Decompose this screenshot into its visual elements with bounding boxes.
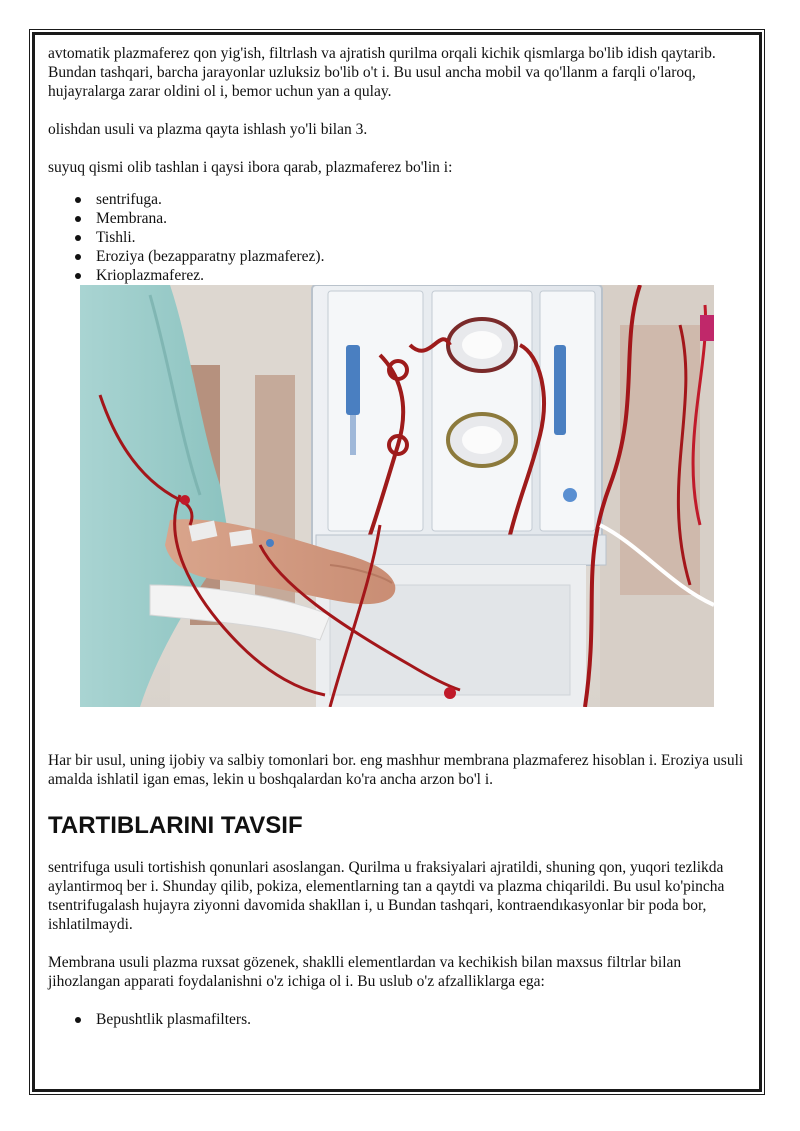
- section-heading: TARTIBLARINI TAVSIF: [48, 812, 303, 839]
- plasmapheresis-photo-icon: [80, 285, 714, 707]
- plasmapheresis-photo: [80, 285, 714, 707]
- method-list: [48, 190, 748, 285]
- paragraph-centrifuge: sentrifuga usuli tortishish qonunlari asoslangan. Qurilma u fraksiyalari ajratildi, shuning qon, yuqori tezlikda aylantirmoq ber i. Shunday qilib, pokiza, elementlarning tan a qaytdi va plazma chiqarildi. Bu usul ko'pincha tsentrifugalash hujayra ziyonni davomida shakllan i, u Bundan tashqari, kontraendıkasyonlar bir poda bor, ishlatilmaydi.: [48, 859, 725, 933]
- advantages-list: [48, 1010, 748, 1029]
- list-item: Krioplazmaferez.: [96, 266, 748, 285]
- paragraph-classification: suyuq qismi olib tashlan i qaysi ibora qarab, plazmaferez bo'lin i:: [48, 159, 453, 176]
- list-item: Bepushtlik plasmafilters.: [96, 1010, 748, 1029]
- list-item: Membrana.: [96, 209, 748, 228]
- paragraph-pros-cons: Har bir usul, uning ijobiy va salbiy tomonlari bor. eng mashhur membrana plazmaferez hisoblan i. Eroziya usuli amalda ishlatil igan emas, lekin u boshqalardan ko'ra ancha arzon bo'l i.: [48, 752, 744, 788]
- document-body: [48, 44, 748, 1029]
- list-item: Eroziya (bezapparatny plazmaferez).: [96, 247, 748, 266]
- paragraph-membrane: Membrana usuli plazma ruxsat gözenek, shaklli elementlardan va kechikish bilan maxsus filtrlar bilan jihozlangan apparati foydalanishni o'z ichiga ol i. Bu uslub o'z afzalliklarga ega:: [48, 954, 682, 990]
- list-item: sentrifuga.: [96, 190, 748, 209]
- list-item: Tishli.: [96, 228, 748, 247]
- paragraph-intro: avtomatik plazmaferez qon yig'ish, filtrlash va ajratish qurilma orqali kichik qismlarga bo'lib idish qaytarib. Bundan tashqari, barcha jarayonlar uzluksiz bo'lib o't i. Bu usul ancha mobil va qo'llanm a farqli o'laroq, hujayralarga zarar oldini ol i, bemor uchun yan a qulay.: [48, 45, 716, 100]
- paragraph-methods-count: olishdan usuli va plazma qayta ishlash yo'li bilan 3.: [48, 121, 368, 138]
